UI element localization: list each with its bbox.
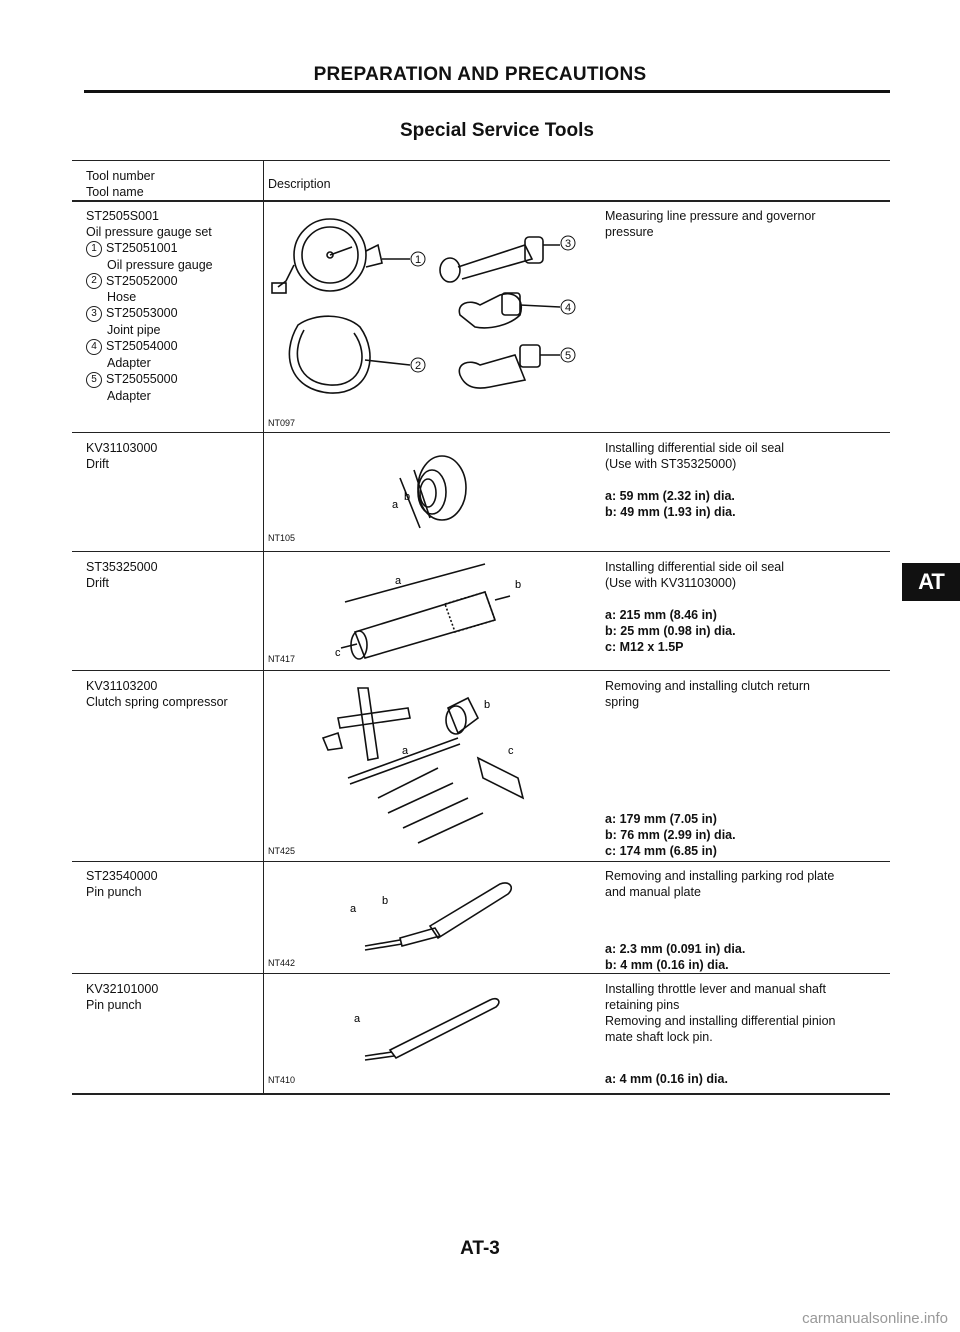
section-tab[interactable]: AT	[902, 563, 960, 601]
pin-punch-illustration	[340, 992, 510, 1072]
spec-line: a: 59 mm (2.32 in) dia.	[605, 489, 735, 503]
svg-text:5: 5	[565, 350, 572, 362]
part-number-marker: 3	[86, 306, 102, 322]
description-line: retaining pins	[605, 998, 680, 1012]
spec-line: a: 4 mm (0.16 in) dia.	[605, 1072, 728, 1086]
description-line: spring	[605, 695, 640, 709]
dimension-label-a: a	[392, 499, 399, 511]
table-top-rule	[72, 160, 890, 161]
tool-row-2-id	[86, 440, 157, 472]
spec-line: a: 2.3 mm (0.091 in) dia.	[605, 942, 746, 956]
dimension-label-c: c	[508, 745, 514, 757]
tool-row-5-description	[605, 868, 834, 900]
drift-illustration	[370, 448, 480, 538]
part-item	[86, 305, 213, 322]
column-divider	[263, 160, 264, 1094]
tool-row-5-id	[86, 868, 158, 900]
description-line: Installing throttle lever and manual shaft	[605, 982, 826, 996]
gauge-set-illustration	[270, 215, 600, 415]
svg-text:2: 2	[415, 360, 422, 372]
description-line: (Use with KV31103000)	[605, 576, 737, 590]
table-bottom-rule	[72, 1093, 890, 1095]
part-number-marker: 1	[86, 241, 102, 257]
tool-name: Drift	[86, 576, 109, 590]
tool-number: ST2505S001	[86, 209, 159, 223]
part-name: Adapter	[107, 388, 151, 403]
spec-line: c: M12 x 1.5P	[605, 640, 684, 654]
tool-name: Pin punch	[86, 885, 142, 899]
tool-row-1-id	[86, 208, 213, 404]
part-number: ST25054000	[106, 339, 178, 354]
row-divider	[72, 670, 890, 671]
description-line: Removing and installing clutch return	[605, 679, 810, 693]
tool-number: ST23540000	[86, 869, 158, 883]
tool-row-5-specs	[605, 941, 745, 973]
tool-name: Clutch spring compressor	[86, 695, 228, 709]
svg-text:3: 3	[565, 238, 572, 250]
tool-row-6-specs	[605, 1071, 728, 1087]
pin-punch-illustration	[340, 876, 520, 956]
compressor-illustration	[318, 678, 548, 858]
dimension-label-a: a	[350, 903, 357, 915]
tool-number: KV31103200	[86, 679, 158, 693]
table-header-rule	[72, 200, 890, 202]
header-tool-name: Tool name	[86, 185, 144, 199]
description-line: (Use with ST35325000)	[605, 457, 737, 471]
row-divider	[72, 551, 890, 552]
part-name: Joint pipe	[107, 323, 161, 338]
tool-name: Pin punch	[86, 998, 142, 1012]
row-divider	[72, 861, 890, 862]
tool-number: KV32101000	[86, 982, 159, 996]
svg-text:4: 4	[565, 302, 572, 314]
dimension-label-a: a	[354, 1013, 361, 1025]
long-drift-illustration	[335, 560, 535, 665]
description-line: pressure	[605, 225, 654, 239]
illustration-code: NT442	[268, 958, 296, 968]
tool-row-4-id	[86, 678, 228, 710]
row-divider	[72, 973, 890, 974]
part-name: Oil pressure gauge	[107, 257, 213, 272]
part-number-marker: 5	[86, 372, 102, 388]
description-line: and manual plate	[605, 885, 701, 899]
illustration-code: NT425	[268, 846, 296, 856]
description-line: Measuring line pressure and governor	[605, 209, 816, 223]
header-tool-number: Tool number	[86, 169, 155, 183]
spec-line: b: 25 mm (0.98 in) dia.	[605, 624, 736, 638]
description-line: Installing differential side oil seal	[605, 560, 785, 574]
tool-number: ST35325000	[86, 560, 158, 574]
dimension-label-c: c	[335, 647, 341, 659]
part-number: ST25052000	[106, 273, 178, 288]
part-number: ST25051001	[106, 241, 178, 255]
page-number: AT-3	[460, 1238, 500, 1259]
illustration-code: NT410	[268, 1075, 296, 1085]
part-number-marker: 4	[86, 339, 102, 355]
dimension-label-b: b	[382, 895, 389, 907]
tool-row-6-description	[605, 981, 835, 1045]
section-title: Special Service Tools	[400, 120, 594, 141]
spec-line: b: 76 mm (2.99 in) dia.	[605, 828, 736, 842]
tool-row-4-description	[605, 678, 810, 710]
tool-name: Drift	[86, 457, 109, 471]
spec-line: a: 179 mm (7.05 in)	[605, 812, 717, 826]
illustration-code: NT417	[268, 654, 296, 664]
spec-line: c: 174 mm (6.85 in)	[605, 844, 717, 858]
part-item	[86, 338, 213, 355]
dimension-label-b: b	[404, 491, 411, 503]
tool-row-3-id	[86, 559, 158, 591]
spec-line: a: 215 mm (8.46 in)	[605, 608, 717, 622]
tool-name: Oil pressure gauge set	[86, 225, 212, 239]
header-tool-cell	[86, 168, 155, 200]
part-number-marker: 2	[86, 273, 102, 289]
part-name: Adapter	[107, 355, 151, 370]
description-line: Removing and installing differential pinion	[605, 1014, 836, 1028]
part-item	[86, 371, 213, 388]
tool-number: KV31103000	[86, 441, 158, 455]
page-header: PREPARATION AND PRECAUTIONS	[313, 64, 647, 85]
dimension-label-a: a	[402, 745, 409, 757]
illustration-code: NT097	[268, 418, 296, 428]
part-name: Hose	[107, 290, 137, 305]
part-number: ST25053000	[106, 306, 178, 321]
description-line: Removing and installing parking rod plate	[605, 869, 835, 883]
svg-text:1: 1	[415, 254, 422, 266]
dimension-label-a: a	[395, 575, 402, 587]
dimension-label-b: b	[484, 699, 491, 711]
part-item	[86, 240, 213, 257]
tool-row-3-description	[605, 559, 784, 655]
description-line: mate shaft lock pin.	[605, 1030, 713, 1044]
spec-line: b: 49 mm (1.93 in) dia.	[605, 505, 736, 519]
dimension-label-b: b	[515, 579, 522, 591]
tool-row-4-specs	[605, 811, 736, 859]
spec-line: b: 4 mm (0.16 in) dia.	[605, 958, 729, 972]
part-item	[86, 273, 213, 290]
header-description: Description	[268, 177, 331, 191]
illustration-code: NT105	[268, 533, 296, 543]
tool-row-2-description	[605, 440, 784, 520]
tool-row-1-description	[605, 208, 816, 240]
tool-row-6-id	[86, 981, 158, 1013]
header-rule	[84, 90, 890, 93]
part-number: ST25055000	[106, 371, 178, 386]
footer-watermark: carmanualsonline.info	[802, 1310, 948, 1327]
description-line: Installing differential side oil seal	[605, 441, 785, 455]
row-divider	[72, 432, 890, 433]
